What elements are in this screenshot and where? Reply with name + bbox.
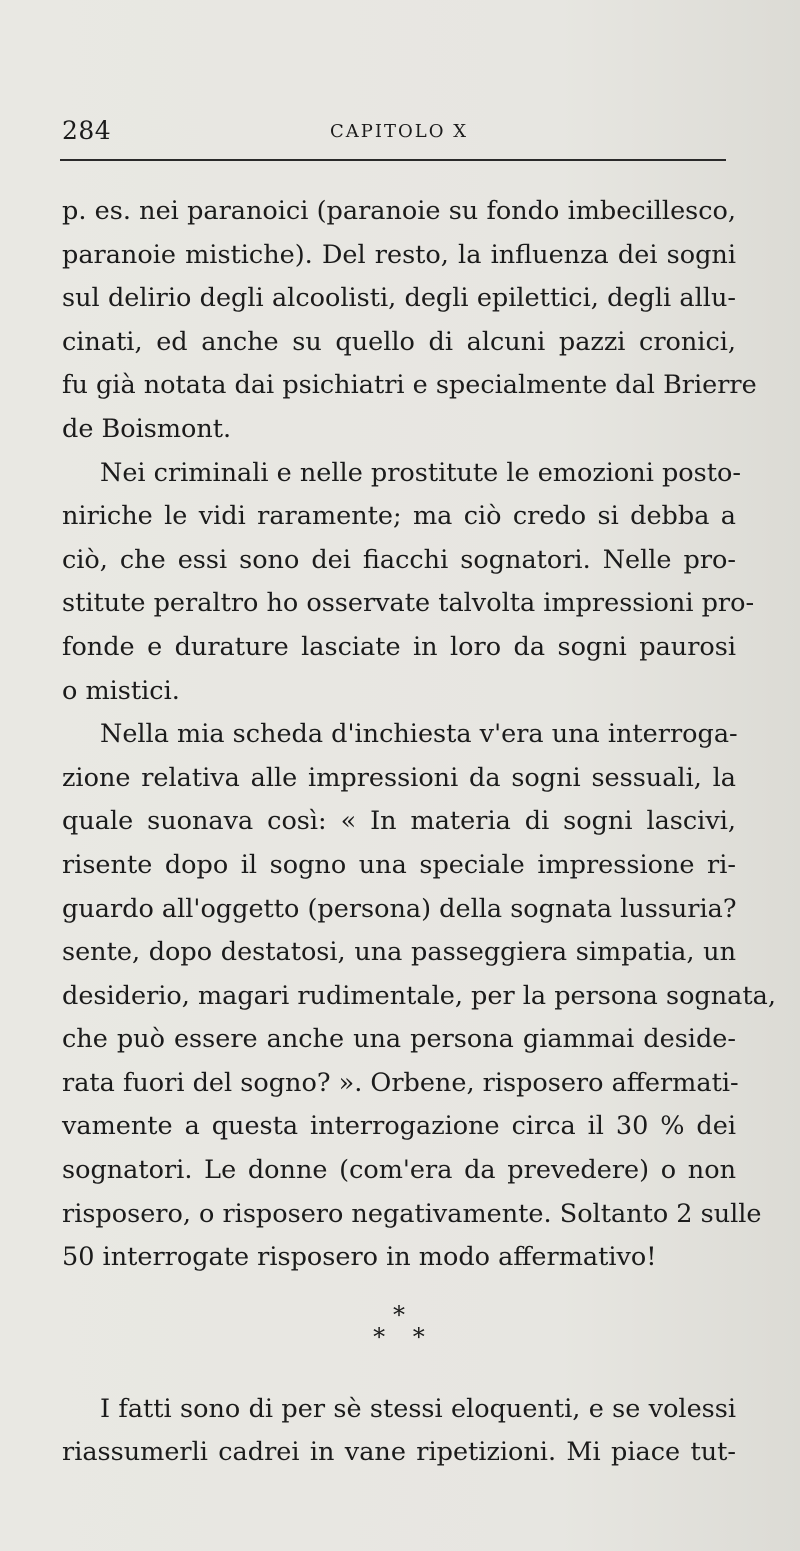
text-line: sul delirio degli alcoolisti, degli epilettici, degli allu- [62, 283, 736, 314]
asterism-bottom: * * [373, 1322, 435, 1351]
text-line: risposero, o risposero negativamente. Soltanto 2 sulle [62, 1198, 762, 1229]
page-header [62, 112, 726, 152]
text-line: Nei criminali e nelle prostitute le emozioni posto- [100, 457, 741, 488]
text-line: quale suonava così: « In materia di sogni lascivi, [62, 806, 736, 837]
text-line: risente dopo il sogno una speciale impressione ri- [62, 849, 736, 880]
text-line: de Boismont. [62, 413, 232, 444]
paragraph-1 [62, 190, 757, 452]
header-rule [60, 159, 726, 161]
body-text [62, 190, 776, 1475]
text-line: 50 interrogate risposero in modo affermativo! [62, 1242, 657, 1273]
text-line: I fatti sono di per sè stessi eloquenti, e se volessi [100, 1393, 736, 1424]
text-line: paranoie mistiche). Del resto, la influenza dei sogni [62, 239, 736, 270]
paragraph-3 [62, 713, 776, 1280]
text-line: vamente a questa interrogazione circa il 30 % dei [62, 1111, 736, 1142]
text-line: p. es. nei paranoici (paranoie su fondo imbecillesco, [62, 196, 736, 226]
text-line: riassumerli cadrei in vane ripetizioni. Mi piace tut- [62, 1437, 736, 1468]
section-asterism [62, 1280, 736, 1388]
text-line: sente, dopo destatosi, una passeggiera simpatia, un [62, 937, 736, 968]
asterism-top: * [393, 1300, 405, 1329]
text-line: guardo all'oggetto (persona) della sognata lussuria? [62, 893, 737, 924]
paragraph-4 [62, 1388, 736, 1475]
text-line: o mistici. [62, 675, 180, 706]
text-line: ciò, che essi sono dei fiacchi sognatori. Nelle pro- [62, 544, 736, 575]
text-line: sognatori. Le donne (com'era da prevedere) o non [62, 1155, 736, 1186]
text-line: zione relativa alle impressioni da sogni sessuali, la [62, 762, 736, 793]
text-line: fu già notata dai psichiatri e specialmente dal Brierre [62, 370, 757, 401]
text-line: stitute peraltro ho osservate talvolta impressioni pro- [62, 588, 755, 619]
text-line: desiderio, magari rudimentale, per la persona sognata, [62, 980, 776, 1011]
text-line: rata fuori del sogno? ». Orbene, risposero affermati- [62, 1067, 739, 1098]
page-number: 284 [62, 116, 112, 145]
running-head: CAPITOLO X [330, 121, 469, 142]
text-line: niriche le vidi raramente; ma ciò credo si debba a [62, 501, 736, 532]
paragraph-2 [62, 452, 755, 714]
text-line: che può essere anche una persona giammai deside- [62, 1024, 736, 1055]
text-line: cinati, ed anche su quello di alcuni pazzi cronici, [62, 326, 736, 357]
text-line: fonde e durature lasciate in loro da sogni paurosi [62, 631, 736, 662]
text-line: Nella mia scheda d'inchiesta v'era una interroga- [100, 719, 738, 750]
